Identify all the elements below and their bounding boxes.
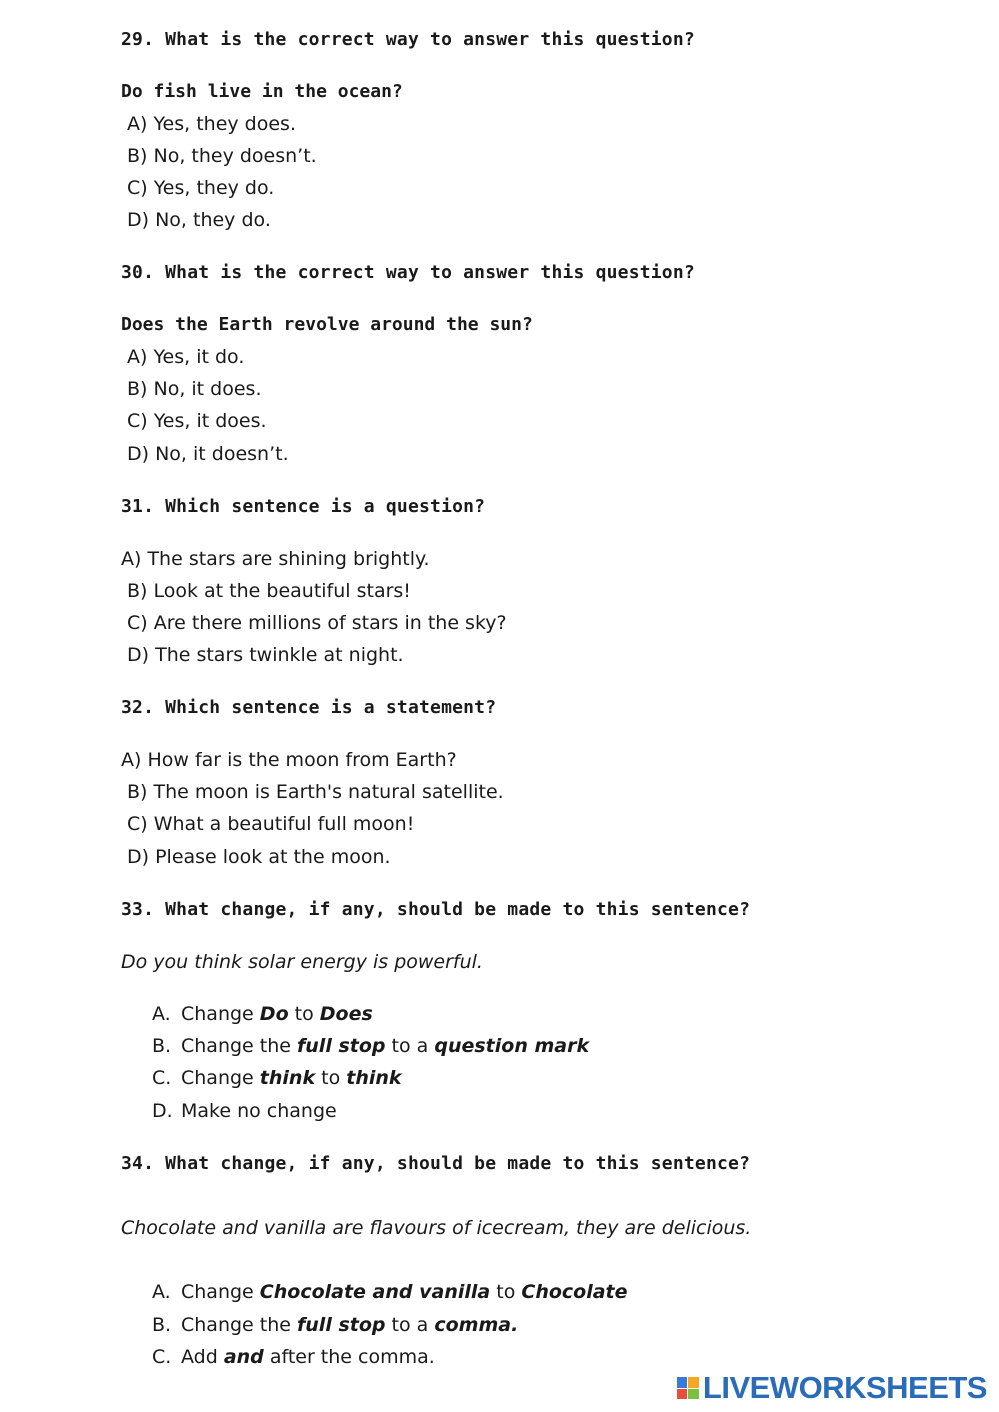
question-31-option-b: B) Look at the beautiful stars! [127,580,411,602]
logo-square [688,1389,699,1400]
logo-square [688,1377,699,1388]
option-text: after the comma. [263,1346,435,1368]
option-letter: B. [152,1035,172,1057]
question-30-option-b: B) No, it does. [127,378,262,400]
liveworksheets-logo-icon [677,1377,699,1399]
question-34-option-b [152,1314,518,1336]
option-text: Change [181,1003,260,1025]
question-31-option-d: D) The stars twinkle at night. [127,644,404,666]
question-34-sentence: Chocolate and vanilla are flavours of icecream, they are delicious. [121,1217,752,1239]
option-text: to a [385,1035,435,1057]
option-emphasis: think [346,1067,402,1089]
option-text: to [490,1281,522,1303]
option-letter: C. [152,1346,172,1368]
option-text: to a [385,1314,435,1336]
option-text: Change the [181,1035,298,1057]
question-31-option-a: A) The stars are shining brightly. [121,548,430,570]
question-29-option-d: D) No, they do. [127,209,271,231]
question-32-option-a: A) How far is the moon from Earth? [121,749,457,771]
option-emphasis: Does [319,1003,373,1025]
question-30-option-d: D) No, it doesn’t. [127,443,289,465]
question-29-title: 29. What is the correct way to answer this question? [121,29,695,50]
question-30-option-a: A) Yes, it do. [127,346,245,368]
option-letter: A. [152,1003,171,1025]
logo-square [677,1377,688,1388]
question-34-option-a [152,1281,628,1303]
question-32-option-c: C) What a beautiful full moon! [127,813,415,835]
option-emphasis: full stop [297,1035,386,1057]
question-29-option-a: A) Yes, they does. [127,113,296,135]
question-30-title: 30. What is the correct way to answer this question? [121,262,695,283]
question-33-option-a [152,1003,373,1025]
option-letter: D. [152,1100,173,1122]
brand-name: LIVEWORKSHEETS [702,1370,987,1405]
question-32-option-d: D) Please look at the moon. [127,846,391,868]
question-29-option-b: B) No, they doesn’t. [127,145,317,167]
option-emphasis: and [223,1346,264,1368]
option-text: Change [181,1067,260,1089]
option-text: to [288,1003,320,1025]
question-29-prompt: Do fish live in the ocean? [121,81,403,102]
option-text: to [315,1067,347,1089]
option-letter: C. [152,1067,172,1089]
question-33-option-d [152,1100,337,1122]
option-emphasis: Chocolate and vanilla [259,1281,491,1303]
option-text: Add [181,1346,224,1368]
option-text: Change [181,1281,260,1303]
option-emphasis: full stop [297,1314,386,1336]
question-31-option-c: C) Are there millions of stars in the sky? [127,612,507,634]
option-emphasis: comma. [434,1314,519,1336]
option-emphasis: think [259,1067,316,1089]
question-32-title: 32. Which sentence is a statement? [121,697,497,718]
question-30-prompt: Does the Earth revolve around the sun? [121,314,533,335]
option-text: Make no change [181,1100,337,1122]
option-emphasis: question mark [434,1035,590,1057]
liveworksheets-brand [677,1370,987,1406]
question-31-title: 31. Which sentence is a question? [121,496,486,517]
option-emphasis: Do [259,1003,289,1025]
question-29-option-c: C) Yes, they do. [127,177,275,199]
question-33-sentence: Do you think solar energy is powerful. [121,951,483,973]
option-text: Change the [181,1314,298,1336]
question-33-title: 33. What change, if any, should be made to this sentence? [121,899,751,920]
question-34-option-c [152,1346,435,1368]
option-letter: B. [152,1314,172,1336]
option-emphasis: Chocolate [521,1281,628,1303]
question-30-option-c: C) Yes, it does. [127,410,267,432]
question-32-option-b: B) The moon is Earth's natural satellite. [127,781,504,803]
question-33-option-b [152,1035,589,1057]
logo-square [677,1389,688,1400]
question-33-option-c [152,1067,402,1089]
option-letter: A. [152,1281,171,1303]
question-34-title: 34. What change, if any, should be made to this sentence? [121,1153,751,1174]
